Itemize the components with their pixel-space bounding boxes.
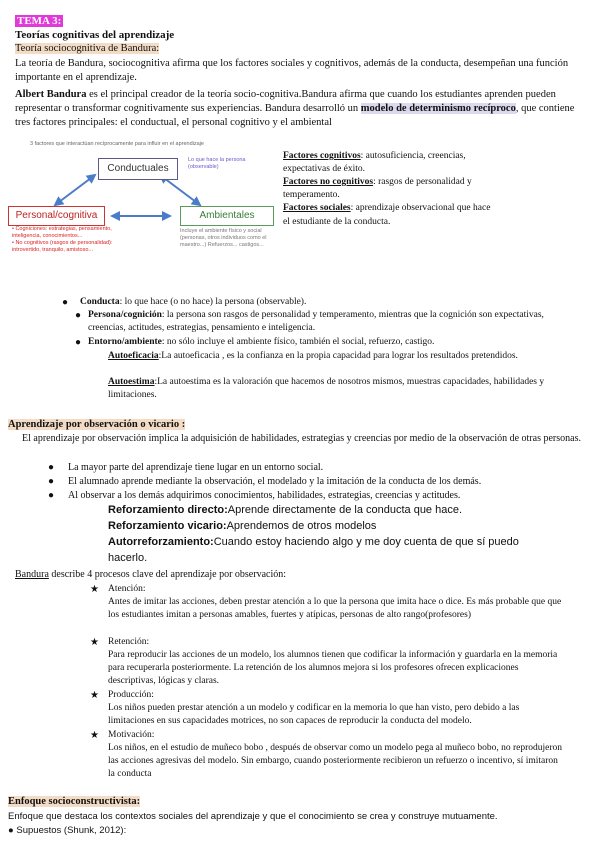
bullet: ● [48,476,55,487]
enfoque-heading: Enfoque socioconstructivista: [8,796,141,807]
obs-bullet-2: El alumnado aprende mediante la observación, el modelado y la imitación de la conducta de los demás. [68,476,482,487]
bullet: ● [75,337,82,348]
node-ambientales: Ambientales [180,206,274,226]
intro-paragraph-1: La teoría de Bandura, sociocognitiva afirma que los factores sociales y cognitivos, además de la conducta, desempeñan una función importante en el aprendizaje. [15,58,569,84]
proceso-atencion-text: Antes de imitar las acciones, deben prestar atención a lo que la persona que imita hace o dice. Es más probable que que los estudiantes imitan a personas amables, fuertes y atípicas, personas de alto rango(profesores) [108,597,562,620]
node-personal-cognitiva: Personal/cognitiva [8,206,105,226]
proceso-motivacion-text: Los niños, en el estudio de muñeco bobo , después de observar como un modelo pega al muñeco bobo, no reprodujeron las acciones agresivas del modelo. Sin embargo, cuando posteriormente recibieron un refuerzo o incentivo, sí imitaron la conducta [108,743,563,779]
star-icon: ★ [90,637,99,648]
enfoque-bullet-1: ● Supuestos (Shunk, 2012): [8,825,127,836]
obs-heading: Aprendizaje por observación o vicario : [8,419,186,430]
bullet: ● [48,462,55,473]
bullet: ● [48,490,55,501]
bullet: ● [62,297,69,308]
proceso-produccion-title: Producción: [108,690,154,700]
item-persona-cognicion: Persona/cognición: la persona son rasgos de personalidad y temperamento, mientras que la cognición son expectativas, creencias, actitudes, estrategias, pensamiento e inteligencia. [88,310,544,333]
star-icon: ★ [90,690,99,701]
item-conducta: Conducta: lo que hace (o no hace) la persona (observable). [80,297,307,307]
obs-bullet-3: Al observar a los demás adquirimos conocimientos, habilidades, estrategias, creencias y actitudes. [68,490,461,501]
procesos-intro: Bandura describe 4 procesos clave del aprendizaje por observación: [15,569,287,580]
proceso-retencion-text: Para reproducir las acciones de un modelo, los alumnos tienen que codificar la información y guardarla en la memoria para recuperarla posteriormente. La retención de los alumnos mejora si los profesores ofrecen explicaciones descriptivas, lógicas y claras. [108,650,558,686]
reforzamiento-vicario: Reforzamiento vicario:Aprendemos de otros modelos [108,519,377,532]
diagram-caption: 3 factores que interactúan recíprocamente para influir en el aprendizaje [30,141,204,147]
node-conductuales: Conductuales [98,158,178,180]
note-personal: • Cogniciones: estrategias, pensamiento, inteligencia, conocimientos... • No cognitivos (rasgos de personalidad): introvertido, tranquilo, amistoso... [12,226,113,254]
proceso-motivacion-title: Motivación: [108,730,155,740]
star-icon: ★ [90,584,99,595]
factor-sociales: Factores sociales: aprendizaje observacional que hace el estudiante de la conducta. [283,203,491,227]
obs-bullet-1: La mayor parte del aprendizaje tiene lugar en un entorno social. [68,462,324,473]
note-conductuales: Lo que hace la persona (observable) [188,157,246,171]
item-entorno-ambiente: Entorno/ambiente: no sólo incluye el ambiente físico, también el social, refuerzo, castigo. [88,337,435,347]
proceso-produccion-text: Los niños pueden prestar atención a un modelo y codificar en la memoria lo que han visto, pero debido a las limitaciones en sus capacidades motrices, no son capaces de reproducir la conducta del modelo. [108,703,520,726]
bullet: ● [75,310,82,321]
star-icon: ★ [90,730,99,741]
obs-intro: El aprendizaje por observación implica la adquisición de habilidades, estrategias y creencias por medio de la observación de otras personas. [22,433,581,444]
factors-block [283,150,493,229]
factor-no-cognitivos: Factores no cognitivos: rasgos de personalidad y temperamento. [283,177,472,201]
factor-cognitivos: Factores cognitivos: autosuficiencia, creencias, expectativas de éxito. [283,151,466,175]
item-autoeficacia: Autoeficacia:La autoeficacia , es la confianza en la propia capacidad para lograr los resultados pretendidos. [108,351,518,361]
intro-paragraph-2: Albert Bandura es el principal creador de la teoría socio-cognitiva.Bandura afirma que cuando los estudiantes aprenden pueden representar o transformar cognitivamente sus experiencias. Bandura desarrolló un modelo de determinismo recíproco, que contiene tres factores principales: el conductual, el personal cognitivo y el ambiental [15,89,575,129]
subtitle: Teoría sociocognitiva de Bandura: [15,43,160,54]
autorreforzamiento: Autorreforzamiento:Cuando estoy haciendo algo y me doy cuenta de que sí puedo hacerlo. [108,535,519,564]
note-ambientales: Incluye el ambiente físico y social (personas, otros individuos como el maestro...) Refuerzos... castigos... [180,228,267,249]
reforzamiento-directo: Reforzamiento directo:Aprende directamente de la conducta que hace. [108,504,463,516]
proceso-atencion-title: Atención: [108,584,146,594]
tema-label [15,14,63,29]
enfoque-text: Enfoque que destaca los contextos sociales del aprendizaje y que el conocimiento se crea y construye mutuamente. [8,811,498,822]
reforzamiento-block [108,503,548,567]
tema-badge: TEMA 3: [17,15,62,27]
item-autoestima: Autoestima:La autoestima es la valoración que hacemos de nosotros mismos, muestras capacidades, habilidades y limitaciones. [108,377,545,400]
arrow-conductuales-personal [55,175,95,205]
proceso-retencion-title: Retención: [108,637,150,647]
page-title: Teorías cognitivas del aprendizaje [15,29,175,41]
